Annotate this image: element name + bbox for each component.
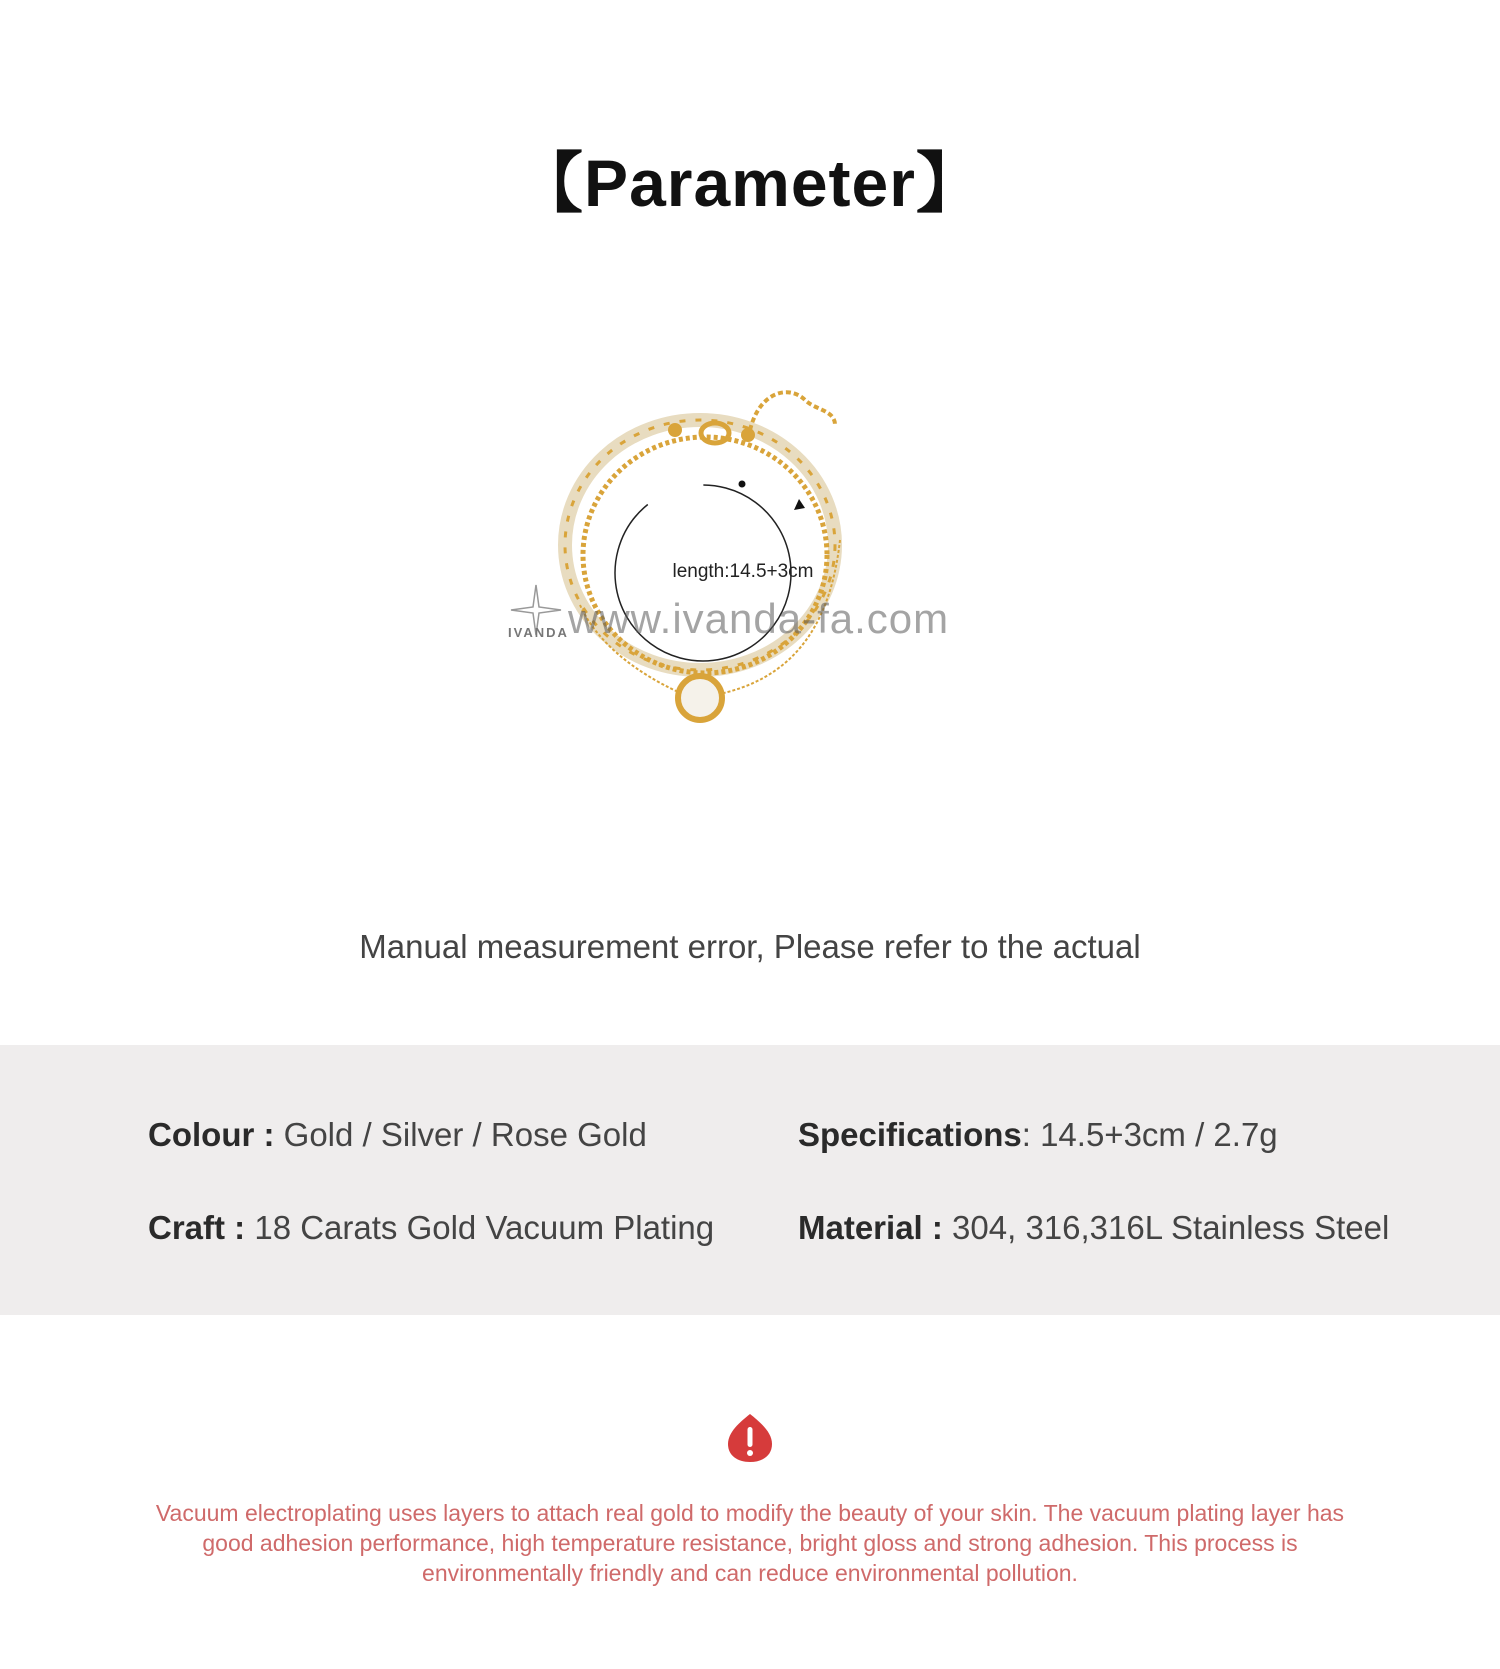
spec-material-label: Material : bbox=[798, 1209, 943, 1246]
page-title: 【Parameter】 bbox=[517, 146, 983, 220]
spec-specifications bbox=[798, 1116, 1278, 1154]
measurement-note: Manual measurement error, Please refer to the actual bbox=[359, 928, 1141, 965]
spec-band bbox=[0, 1045, 1500, 1315]
watermark: www.ivanda-fa.com bbox=[568, 595, 950, 642]
warning-text: Vacuum electroplating uses layers to attach real gold to modify the beauty of your skin. The vacuum plating layer has good adhesion performance, high temperature resistance, bright gloss and strong adhesion. This process is environmentally friendly and can reduce environmental pollution. bbox=[155, 1500, 1345, 1586]
spec-craft-value: 18 Carats Gold Vacuum Plating bbox=[254, 1209, 715, 1246]
spec-craft-label: Craft : bbox=[148, 1209, 246, 1246]
spec-colour-value: Gold / Silver / Rose Gold bbox=[283, 1116, 647, 1153]
spec-craft bbox=[148, 1209, 714, 1247]
spec-colour bbox=[148, 1116, 647, 1154]
spec-material-value: 304, 316,316L Stainless Steel bbox=[952, 1209, 1390, 1246]
watermark-logo-text: IVANDA bbox=[508, 625, 569, 640]
spec-material bbox=[798, 1209, 1389, 1247]
spec-specifications-label: Specifications bbox=[798, 1116, 1022, 1153]
exclamation-icon bbox=[726, 1412, 774, 1464]
length-label: length:14.5+3cm bbox=[672, 561, 814, 582]
spec-colour-label: Colour : bbox=[148, 1116, 275, 1153]
spec-specifications-value: : 14.5+3cm / 2.7g bbox=[1021, 1116, 1278, 1153]
